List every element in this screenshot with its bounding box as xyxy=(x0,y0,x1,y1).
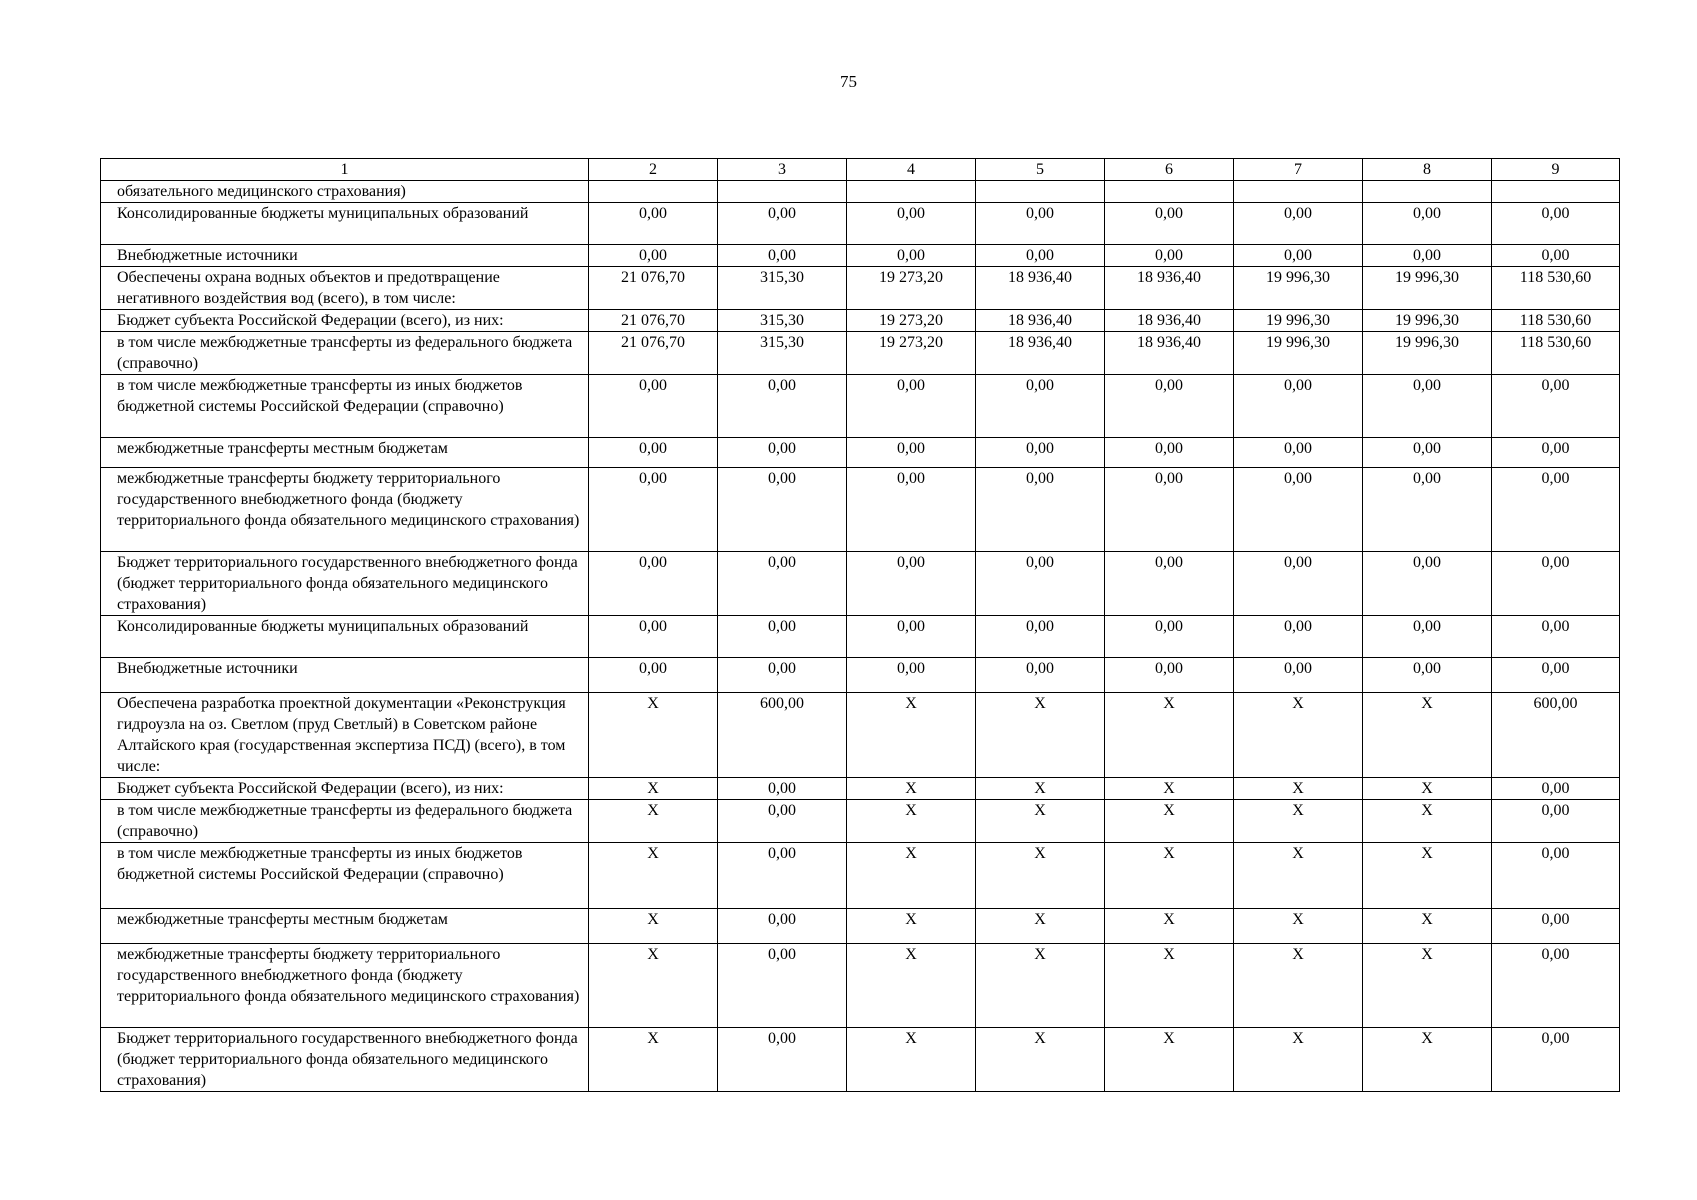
table-row xyxy=(101,944,1620,1028)
value-cell: 0,00 xyxy=(1105,658,1234,693)
value-cell: 0,00 xyxy=(718,1028,847,1092)
value-cell: 18 936,40 xyxy=(976,310,1105,332)
value-cell xyxy=(847,181,976,203)
value-cell: X xyxy=(1363,909,1492,944)
value-cell: 0,00 xyxy=(1492,1028,1620,1092)
value-cell: 315,30 xyxy=(718,332,847,375)
value-cell: 0,00 xyxy=(1234,438,1363,468)
table-row xyxy=(101,616,1620,658)
row-label: межбюджетные трансферты местным бюджетам xyxy=(101,438,589,468)
row-label: Бюджет территориального государственного внебюджетного фонда (бюджет территориального фонда обязательного медицинского страхования) xyxy=(101,1028,589,1092)
row-label: Консолидированные бюджеты муниципальных образований xyxy=(101,616,589,658)
table-row xyxy=(101,1028,1620,1092)
value-cell: 0,00 xyxy=(1105,438,1234,468)
value-cell: 0,00 xyxy=(847,203,976,245)
value-cell: 0,00 xyxy=(718,438,847,468)
value-cell: 0,00 xyxy=(976,203,1105,245)
value-cell: X xyxy=(847,778,976,800)
table-row xyxy=(101,438,1620,468)
table-row xyxy=(101,245,1620,267)
column-header: 3 xyxy=(718,159,847,181)
table-row xyxy=(101,310,1620,332)
value-cell: 0,00 xyxy=(847,468,976,552)
table-row xyxy=(101,332,1620,375)
row-label: межбюджетные трансферты местным бюджетам xyxy=(101,909,589,944)
value-cell: X xyxy=(1363,800,1492,843)
value-cell: 18 936,40 xyxy=(976,267,1105,310)
value-cell: X xyxy=(589,909,718,944)
value-cell: X xyxy=(589,843,718,909)
value-cell: 0,00 xyxy=(1492,552,1620,616)
value-cell: 0,00 xyxy=(718,800,847,843)
column-header: 6 xyxy=(1105,159,1234,181)
value-cell: 0,00 xyxy=(589,552,718,616)
value-cell: 0,00 xyxy=(1105,552,1234,616)
value-cell: 19 996,30 xyxy=(1363,267,1492,310)
value-cell: 118 530,60 xyxy=(1492,332,1620,375)
column-header: 5 xyxy=(976,159,1105,181)
value-cell: X xyxy=(1363,693,1492,778)
value-cell: 0,00 xyxy=(718,245,847,267)
value-cell: 0,00 xyxy=(1234,245,1363,267)
value-cell: X xyxy=(976,1028,1105,1092)
value-cell: 0,00 xyxy=(1492,616,1620,658)
row-label: Обеспечена разработка проектной документации «Реконструкция гидроузла на оз. Светлом (пруд Светлый) в Советском районе Алтайского края (государственная экспертиза ПСД) (всего), в том числе: xyxy=(101,693,589,778)
value-cell: X xyxy=(847,693,976,778)
table-row xyxy=(101,181,1620,203)
column-header: 4 xyxy=(847,159,976,181)
value-cell: 18 936,40 xyxy=(1105,332,1234,375)
value-cell: 0,00 xyxy=(1363,552,1492,616)
value-cell: X xyxy=(1363,944,1492,1028)
row-label: Бюджет территориального государственного внебюджетного фонда (бюджет территориального фонда обязательного медицинского страхования) xyxy=(101,552,589,616)
value-cell: 0,00 xyxy=(1492,203,1620,245)
value-cell xyxy=(589,181,718,203)
value-cell: 0,00 xyxy=(847,375,976,438)
value-cell: X xyxy=(1105,843,1234,909)
value-cell: 0,00 xyxy=(1234,658,1363,693)
value-cell: 0,00 xyxy=(718,203,847,245)
row-label: Внебюджетные источники xyxy=(101,658,589,693)
table-row xyxy=(101,909,1620,944)
value-cell: 0,00 xyxy=(1492,800,1620,843)
value-cell: 0,00 xyxy=(1363,658,1492,693)
value-cell: 0,00 xyxy=(976,616,1105,658)
column-header: 7 xyxy=(1234,159,1363,181)
value-cell xyxy=(1234,181,1363,203)
value-cell: X xyxy=(1234,909,1363,944)
header-row xyxy=(101,159,1620,181)
value-cell: 19 273,20 xyxy=(847,332,976,375)
value-cell: 0,00 xyxy=(718,468,847,552)
value-cell xyxy=(1363,181,1492,203)
value-cell: 0,00 xyxy=(589,468,718,552)
value-cell xyxy=(1105,181,1234,203)
value-cell xyxy=(1492,181,1620,203)
value-cell: X xyxy=(976,909,1105,944)
value-cell: X xyxy=(1234,843,1363,909)
row-label: в том числе межбюджетные трансферты из федерального бюджета (справочно) xyxy=(101,332,589,375)
value-cell: 315,30 xyxy=(718,267,847,310)
value-cell: 0,00 xyxy=(1492,944,1620,1028)
value-cell: X xyxy=(976,693,1105,778)
value-cell: X xyxy=(976,800,1105,843)
table-row xyxy=(101,693,1620,778)
table-row xyxy=(101,375,1620,438)
value-cell: 0,00 xyxy=(718,616,847,658)
value-cell: X xyxy=(1105,693,1234,778)
value-cell: 0,00 xyxy=(1234,203,1363,245)
value-cell: 0,00 xyxy=(1492,778,1620,800)
value-cell: 0,00 xyxy=(1492,375,1620,438)
table-row xyxy=(101,203,1620,245)
value-cell: 18 936,40 xyxy=(1105,310,1234,332)
value-cell: X xyxy=(847,800,976,843)
value-cell: 0,00 xyxy=(1234,616,1363,658)
value-cell: 0,00 xyxy=(589,658,718,693)
value-cell: X xyxy=(1363,843,1492,909)
value-cell: X xyxy=(847,944,976,1028)
value-cell: 0,00 xyxy=(718,909,847,944)
value-cell: 0,00 xyxy=(847,245,976,267)
value-cell: X xyxy=(589,693,718,778)
value-cell: 0,00 xyxy=(589,616,718,658)
value-cell: 0,00 xyxy=(589,203,718,245)
table-row xyxy=(101,800,1620,843)
value-cell: 0,00 xyxy=(976,375,1105,438)
row-label: Бюджет субъекта Российской Федерации (всего), из них: xyxy=(101,778,589,800)
column-header: 9 xyxy=(1492,159,1620,181)
value-cell: X xyxy=(1105,944,1234,1028)
value-cell: 0,00 xyxy=(1105,203,1234,245)
table-row xyxy=(101,843,1620,909)
table-row xyxy=(101,778,1620,800)
value-cell: X xyxy=(1234,778,1363,800)
value-cell: 600,00 xyxy=(718,693,847,778)
value-cell: 0,00 xyxy=(847,658,976,693)
value-cell: 19 273,20 xyxy=(847,310,976,332)
row-label: обязательного медицинского страхования) xyxy=(101,181,589,203)
value-cell: 19 996,30 xyxy=(1234,332,1363,375)
value-cell: 0,00 xyxy=(976,552,1105,616)
table-row xyxy=(101,552,1620,616)
value-cell: 0,00 xyxy=(589,245,718,267)
value-cell: 0,00 xyxy=(847,438,976,468)
budget-table xyxy=(100,158,1620,1092)
table-body xyxy=(101,181,1620,1092)
row-label: межбюджетные трансферты бюджету территориального государственного внебюджетного фонда (бюджету территориального фонда обязательного медицинского страхования) xyxy=(101,944,589,1028)
value-cell: X xyxy=(1105,1028,1234,1092)
value-cell: X xyxy=(847,843,976,909)
value-cell: 19 996,30 xyxy=(1363,310,1492,332)
row-label: Бюджет субъекта Российской Федерации (всего), из них: xyxy=(101,310,589,332)
row-label: в том числе межбюджетные трансферты из федерального бюджета (справочно) xyxy=(101,800,589,843)
value-cell: 19 996,30 xyxy=(1234,267,1363,310)
value-cell: 0,00 xyxy=(847,616,976,658)
value-cell: 0,00 xyxy=(1105,616,1234,658)
value-cell: X xyxy=(1363,778,1492,800)
value-cell: 19 996,30 xyxy=(1363,332,1492,375)
value-cell: 0,00 xyxy=(718,375,847,438)
table-row xyxy=(101,468,1620,552)
row-label: Обеспечены охрана водных объектов и предотвращение негативного воздействия вод (всего), в том числе: xyxy=(101,267,589,310)
value-cell: 600,00 xyxy=(1492,693,1620,778)
value-cell: X xyxy=(847,1028,976,1092)
value-cell: 0,00 xyxy=(1492,438,1620,468)
row-label: в том числе межбюджетные трансферты из иных бюджетов бюджетной системы Российской Федерации (справочно) xyxy=(101,843,589,909)
value-cell: 0,00 xyxy=(718,944,847,1028)
value-cell: 21 076,70 xyxy=(589,267,718,310)
value-cell: X xyxy=(589,1028,718,1092)
value-cell: 0,00 xyxy=(976,468,1105,552)
value-cell: X xyxy=(1105,800,1234,843)
value-cell: 118 530,60 xyxy=(1492,310,1620,332)
value-cell: X xyxy=(1234,693,1363,778)
value-cell: 0,00 xyxy=(1363,245,1492,267)
value-cell: 21 076,70 xyxy=(589,332,718,375)
value-cell: 0,00 xyxy=(1363,468,1492,552)
value-cell: 0,00 xyxy=(718,658,847,693)
row-label: Консолидированные бюджеты муниципальных образований xyxy=(101,203,589,245)
value-cell: 0,00 xyxy=(1105,375,1234,438)
value-cell: 0,00 xyxy=(1492,843,1620,909)
value-cell: 118 530,60 xyxy=(1492,267,1620,310)
value-cell: 0,00 xyxy=(718,552,847,616)
value-cell: 0,00 xyxy=(1492,468,1620,552)
table-row xyxy=(101,658,1620,693)
value-cell: 18 936,40 xyxy=(976,332,1105,375)
value-cell: 315,30 xyxy=(718,310,847,332)
value-cell: 0,00 xyxy=(976,245,1105,267)
value-cell: 0,00 xyxy=(1363,616,1492,658)
value-cell xyxy=(718,181,847,203)
value-cell: X xyxy=(847,909,976,944)
value-cell: 0,00 xyxy=(1105,468,1234,552)
row-label: Внебюджетные источники xyxy=(101,245,589,267)
value-cell: X xyxy=(976,778,1105,800)
value-cell: X xyxy=(1234,1028,1363,1092)
column-header: 2 xyxy=(589,159,718,181)
value-cell: X xyxy=(1234,800,1363,843)
value-cell: 0,00 xyxy=(1363,375,1492,438)
value-cell: 0,00 xyxy=(976,438,1105,468)
value-cell: 0,00 xyxy=(1492,909,1620,944)
page-number: 75 xyxy=(840,72,857,91)
value-cell: X xyxy=(976,843,1105,909)
value-cell: 19 996,30 xyxy=(1234,310,1363,332)
value-cell: 0,00 xyxy=(847,552,976,616)
value-cell: 0,00 xyxy=(589,375,718,438)
value-cell: 0,00 xyxy=(1492,245,1620,267)
value-cell: 0,00 xyxy=(976,658,1105,693)
value-cell: 21 076,70 xyxy=(589,310,718,332)
row-label: в том числе межбюджетные трансферты из иных бюджетов бюджетной системы Российской Федерации (справочно) xyxy=(101,375,589,438)
value-cell: 19 273,20 xyxy=(847,267,976,310)
value-cell: 0,00 xyxy=(1363,438,1492,468)
column-header: 1 xyxy=(101,159,589,181)
value-cell: 0,00 xyxy=(589,438,718,468)
table-row xyxy=(101,267,1620,310)
value-cell: 0,00 xyxy=(718,778,847,800)
value-cell: X xyxy=(1105,909,1234,944)
column-header: 8 xyxy=(1363,159,1492,181)
value-cell xyxy=(976,181,1105,203)
value-cell: X xyxy=(589,800,718,843)
value-cell: X xyxy=(589,778,718,800)
value-cell: 0,00 xyxy=(1492,658,1620,693)
value-cell: 0,00 xyxy=(1234,375,1363,438)
value-cell: X xyxy=(1234,944,1363,1028)
value-cell: X xyxy=(1363,1028,1492,1092)
value-cell: 0,00 xyxy=(718,843,847,909)
value-cell: X xyxy=(1105,778,1234,800)
value-cell: 0,00 xyxy=(1363,203,1492,245)
row-label: межбюджетные трансферты бюджету территориального государственного внебюджетного фонда (бюджету территориального фонда обязательного медицинского страхования) xyxy=(101,468,589,552)
value-cell: X xyxy=(976,944,1105,1028)
value-cell: 18 936,40 xyxy=(1105,267,1234,310)
value-cell: 0,00 xyxy=(1105,245,1234,267)
value-cell: 0,00 xyxy=(1234,468,1363,552)
value-cell: X xyxy=(589,944,718,1028)
value-cell: 0,00 xyxy=(1234,552,1363,616)
